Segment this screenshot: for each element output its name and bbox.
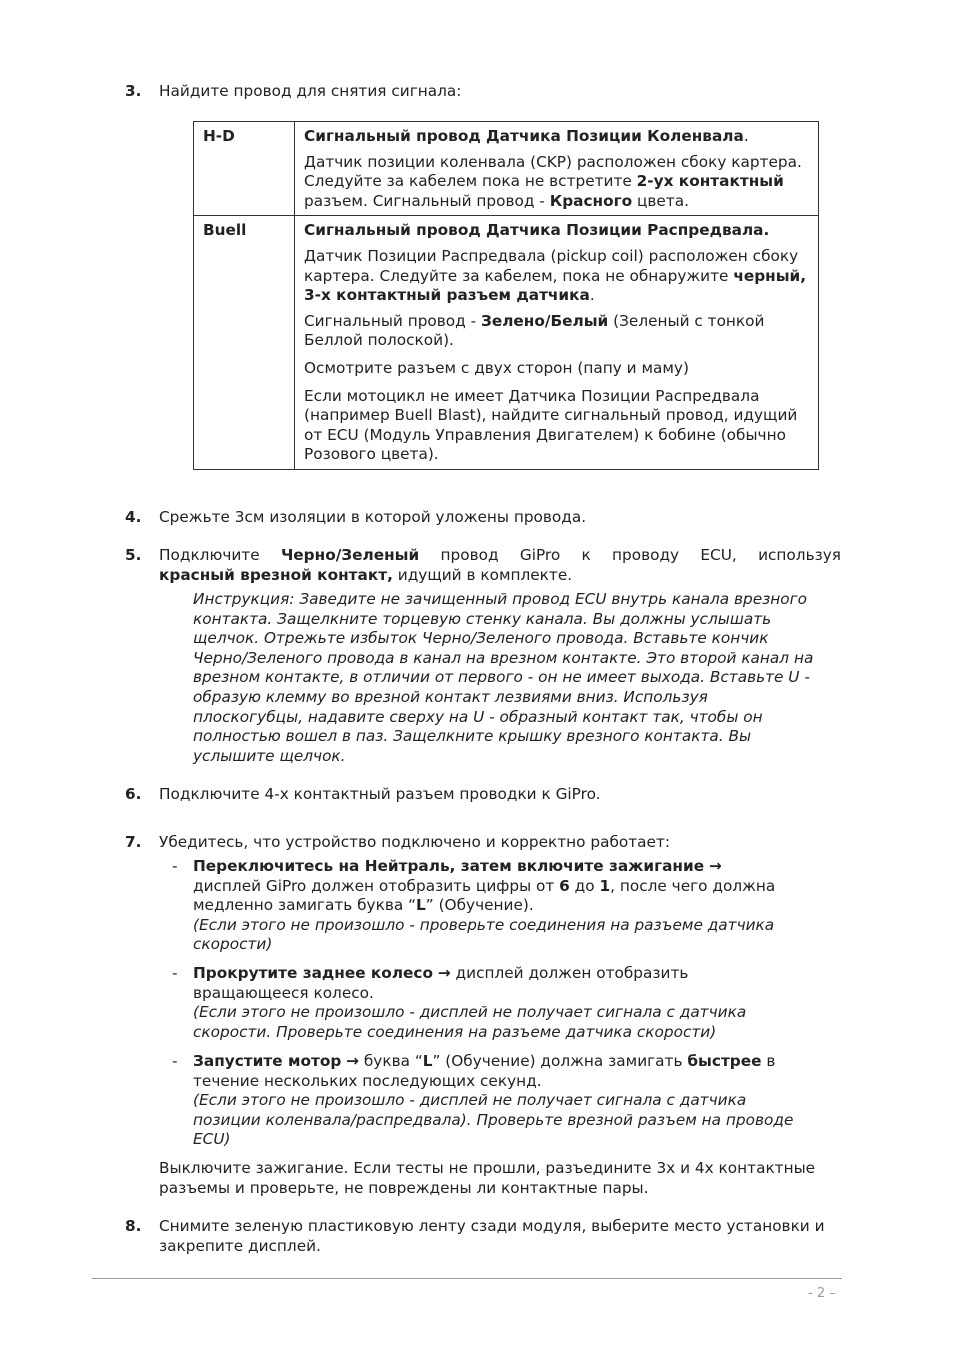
step-6-number: 6. <box>125 785 142 803</box>
arrow-right-icon: → <box>437 964 451 982</box>
check-item-engine-note: (Если этого не произошло - дисплей не получает сигнала с датчика позиции коленвала/распредвала). Проверьте врезной разъем на проводе ECU) <box>193 1091 794 1149</box>
page-number: - 2 – <box>808 1286 836 1301</box>
step-7-text: Убедитесь, что устройство подключено и корректно работает: <box>159 833 671 851</box>
hd-description: Датчик позиции коленвала (CKP) расположен сбоку картера. Следуйте за кабелем пока не встретите 2-ух контактный разъем. Сигнальный провод - Красного цвета. <box>304 152 802 210</box>
brand-label-buell: Buell <box>194 216 295 470</box>
bullet-dash: - <box>172 964 178 982</box>
step-3-text: Найдите провод для снятия сигнала: <box>159 82 462 100</box>
step-6-text: Подключите 4-х контактный разъем проводки к GiPro. <box>159 785 601 803</box>
step-4-text: Срежьте 3см изоляции в которой уложены провода. <box>159 508 587 526</box>
buell-description-cell <box>295 216 819 470</box>
hd-title: Сигнальный провод Датчика Позиции Коленвала. <box>304 127 749 145</box>
brand-label-hd: H-D <box>194 122 295 216</box>
table-row <box>194 216 819 470</box>
step-5-line-1: Подключите Черно/Зеленый провод GiPro к проводу ECU, используя <box>159 546 841 564</box>
step-8-text: Снимите зеленую пластиковую ленту сзади модуля, выберите место установки и закрепите дисплей. <box>159 1217 825 1255</box>
step-5-line-2: красный врезной контакт, идущий в комплекте. <box>159 566 573 584</box>
check-item-engine: Запустите мотор → буква “L” (Обучение) должна замигать быстрее в течение нескольких последующих секунд. (Если этого не произошло - дисплей не получает сигнала с датчика позиции коленвала/распредвала). Проверьте врезной разъем на проводе ECU) <box>193 1052 794 1149</box>
check-item-ignition: Переключитесь на Нейтраль, затем включите зажигание → дисплей GiPro должен отобразить цифры от 6 до 1, после чего должна медленно замигать буква “L” (Обучение). (Если этого не произошло - проверьте соединения на разъеме датчика скорости) <box>193 857 776 954</box>
signal-wire-table <box>193 121 819 470</box>
step-5-number: 5. <box>125 546 142 564</box>
step-8-number: 8. <box>125 1217 142 1235</box>
check-item-ignition-note: (Если этого не произошло - проверьте соединения на разъеме датчика скорости) <box>193 915 775 954</box>
buell-inspect: Осмотрите разъем с двух сторон (папу и маму) <box>304 358 689 377</box>
buell-description: Датчик Позиции Распредвала (pickup coil) расположен сбоку картера. Следуйте за кабелем, пока не обнаружите черный, 3-х контактный разъем датчика. <box>304 246 807 305</box>
check-item-rear-wheel-note: (Если этого не произошло - дисплей не получает сигнала с датчика скорости. Проверьте соединения на разъеме датчика скорости) <box>193 1003 747 1041</box>
step-7-footer: Выключите зажигание. Если тесты не прошли, разъедините 3х и 4х контактные разъемы и проверьте, не повреждены ли контактные пары. <box>159 1159 816 1197</box>
step-5-instruction: Инструкция: Заведите не зачищенный провод ECU внутрь канала врезного контакта. Защелкните торцевую стенку канала. Вы должны услышать щелчок. Отрежьте избыток Черно/Зеленого провода. Вставьте кончик Черно/Зеленого провода в канал на врезном контакте. Это второй канал на врезном контакте, в отличии от первого - он не имеет выхода. Вставьте U - образую клемму во врезной контакт лезвиями вниз. Используя плоскогубцы, надавите сверху на U - образный контакт так, чтобы он полностью вошел в паз. Защелкните крышку врезного контакта. Вы услышите щелчок. <box>193 590 814 765</box>
footer-divider <box>92 1278 842 1279</box>
step-7-number: 7. <box>125 833 142 851</box>
step-3-number: 3. <box>125 82 142 100</box>
hd-description-cell <box>295 122 819 216</box>
table-row <box>194 122 819 216</box>
buell-no-sensor: Если мотоцикл не имеет Датчика Позиции Распредвала (например Buell Blast), найдите сигнальный провод, идущий от ECU (Модуль Управления Двигателем) к бобине (обычно Розового цвета). <box>304 386 798 464</box>
buell-title: Сигнальный провод Датчика Позиции Распредвала. <box>304 221 770 240</box>
arrow-right-icon: → <box>346 1052 359 1070</box>
buell-signal-wire: Сигнальный провод - Зелено/Белый (Зеленый с тонкой Беллой полоской). <box>304 311 765 350</box>
arrow-right-icon: → <box>708 857 722 875</box>
check-item-rear-wheel: Прокрутите заднее колесо → дисплей должен отобразить вращающееся колесо. <box>193 964 689 1002</box>
bullet-dash: - <box>172 857 178 875</box>
step-4-number: 4. <box>125 508 142 526</box>
bullet-dash: - <box>172 1052 178 1070</box>
